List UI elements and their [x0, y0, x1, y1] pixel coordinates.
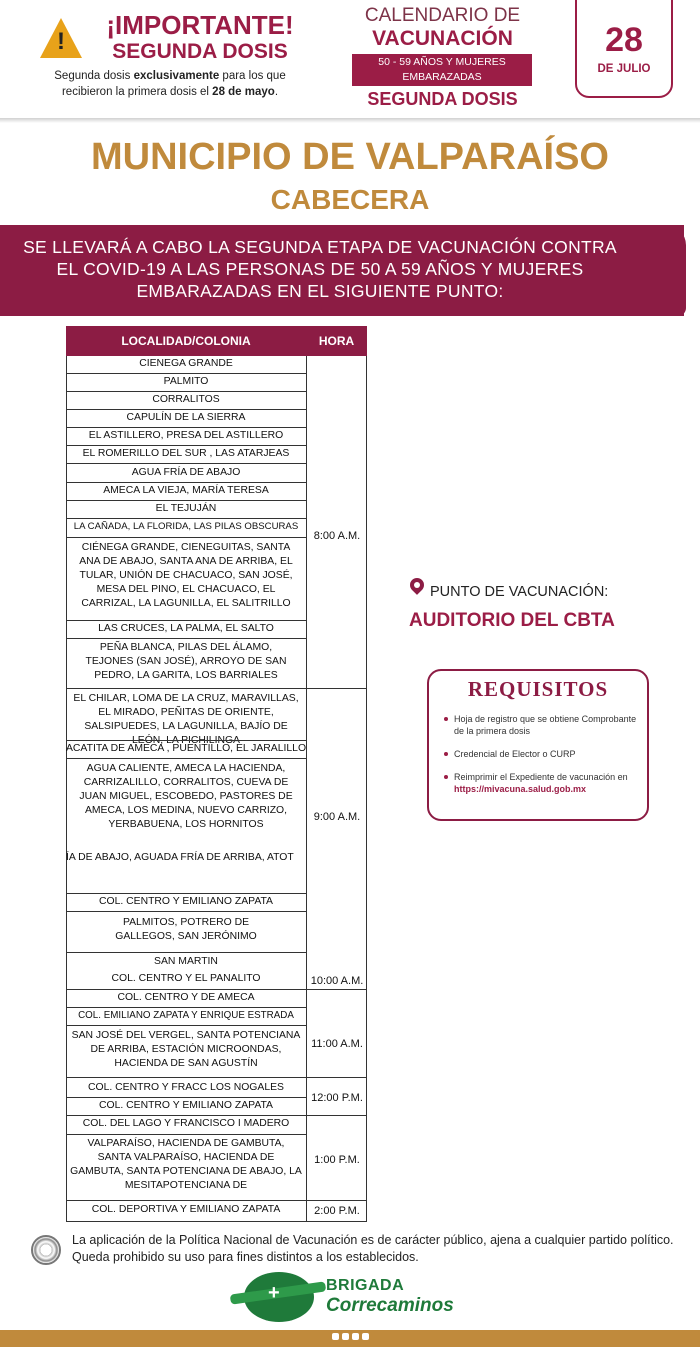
table-row: AMECA LA VIEJA, MARÍA TERESA	[103, 485, 269, 496]
table-row: COL. CENTRO Y EMILIANO ZAPATA	[99, 1100, 273, 1111]
table-row: CAPULÍN DE LA SIERRA	[126, 412, 246, 423]
table-row: COL. CENTRO Y DE AMECA	[117, 992, 255, 1003]
twitter-icon[interactable]	[342, 1333, 349, 1340]
table-header-locality: LOCALIDAD/COLONIA	[66, 326, 306, 356]
row-divider	[66, 952, 306, 953]
requirement-item: Credencial de Elector o CURP	[444, 748, 639, 760]
second-dose-title: SEGUNDA DOSIS	[112, 40, 288, 63]
calendar-second-dose: SEGUNDA DOSIS	[367, 89, 518, 109]
map-pin-dot	[414, 582, 420, 588]
announcement-text: SE LLEVARÁ A CABO LA SEGUNDA ETAPA DE VACUNACIÓN CONTRA EL COVID-19 A LAS PERSONAS DE 50 A 59 AÑOS Y MUJERES EMBARAZADAS EN EL SIGUIENTE PUNTO:	[23, 237, 617, 301]
row-divider	[66, 373, 306, 374]
row-divider	[66, 391, 306, 392]
hour-group-divider	[66, 1077, 367, 1078]
table-row: EL CHILAR, LOMA DE LA CRUZ, MARAVILLAS, EL MIRADO, PEÑITAS DE ORIENTE, SALSIPUEDES, LA LAGUNILLA, BAJÍO DE	[73, 693, 299, 732]
hour-group-divider	[66, 688, 367, 689]
table-row: COL. DEL LAGO Y FRANCISCO I MADERO	[82, 1118, 290, 1129]
row-divider	[66, 911, 306, 912]
hour-cell: 8:00 A.M.	[313, 530, 361, 542]
row-divider	[66, 1097, 306, 1098]
row-divider	[66, 518, 306, 519]
requirements-title: REQUISITOS	[467, 677, 609, 701]
warning-exclamation: !	[57, 28, 65, 55]
row-divider	[66, 1025, 306, 1026]
vaccination-point-name: AUDITORIO DEL CBTA	[409, 610, 615, 631]
row-divider	[66, 1007, 306, 1008]
facebook-icon[interactable]	[332, 1333, 339, 1340]
legal-notice: La aplicación de la Política Nacional de Vacunación es de carácter público, ajena a cualquier partido político. Queda prohibido su uso para fines distintos a los establecidos.	[72, 1233, 674, 1264]
hour-cell: 2:00 P.M.	[314, 1205, 360, 1217]
table-row: COL. CENTRO Y EMILIANO ZAPATA	[99, 896, 273, 907]
calendar-label: CALENDARIO DE	[364, 5, 521, 26]
date-month: DE JULIO	[597, 63, 651, 75]
table-row: COL. CENTRO Y EL PANALITO	[111, 973, 261, 984]
instagram-icon[interactable]	[352, 1333, 359, 1340]
youtube-icon[interactable]	[362, 1333, 369, 1340]
important-title: ¡IMPORTANTE!	[106, 10, 294, 40]
second-dose-notice: Segunda dosis exclusivamente para los que recibieron la primera dosis el 28 de mayo.	[54, 70, 286, 98]
row-divider	[66, 740, 306, 741]
row-divider	[66, 482, 306, 483]
municipio-title: MUNICIPIO DE VALPARAÍSO	[91, 136, 609, 178]
hour-group-divider	[66, 989, 367, 990]
hour-group-divider	[66, 1200, 367, 1201]
table-row: LA CAÑADA, LA FLORIDA, LAS PILAS OBSCURAS	[73, 521, 299, 532]
calendar-age-box: 50 - 59 AÑOS Y MUJERES EMBARAZADAS	[352, 54, 532, 86]
requirement-item: Hoja de registro que se obtiene Comprobante de la primera dosis	[444, 713, 639, 737]
row-divider	[66, 537, 306, 538]
row-divider	[66, 463, 306, 464]
table-header-hour: HORA	[306, 326, 367, 356]
row-divider	[66, 620, 306, 621]
table-row: EL TEJUJÁN	[155, 503, 217, 514]
table-row: PALMITOS, POTRERO DE GALLEGOS, SAN JERÓNIMO	[115, 917, 257, 942]
brand-correcaminos: Correcaminos	[326, 1295, 454, 1316]
hour-cell: 9:00 A.M.	[313, 811, 361, 823]
table-bottom	[66, 1221, 367, 1222]
social-icons	[330, 1333, 370, 1343]
table-row: LAS CRUCES, LA PALMA, EL SALTO	[98, 623, 274, 634]
table-row: COL. DEPORTIVA Y EMILIANO ZAPATA	[91, 1204, 281, 1215]
calendar-vacunacion: VACUNACIÓN	[372, 27, 513, 50]
row-divider	[66, 638, 306, 639]
row-divider	[66, 427, 306, 428]
row-divider	[66, 893, 306, 894]
cabecera-subtitle: CABECERA	[270, 184, 430, 215]
hour-cell: 11:00 A.M.	[311, 1038, 363, 1050]
table-row: AGUA CALIENTE, AMECA LA HACIENDA, CARRIZALILLO, CORRALITOS, CUEVA DE JUAN MIGUEL, ESCOBEDO, PASTORES DE AMECA, LOS MEDINA, NUEVO CARRIZO, YERBABUENA, LOS HORNITOS	[79, 763, 293, 830]
date-day: 28	[605, 21, 643, 59]
table-row: SAN JOSÉ DEL VERGEL, SANTA POTENCIANA DE ARRIBA, ESTACIÓN MICROONDAS, HACIENDA DE SAN AGUSTÍN	[71, 1030, 301, 1069]
row-divider	[66, 758, 306, 759]
band-silhouette	[640, 225, 686, 316]
table-row: ACATITA DE AMECA , PUENTILLO, EL JARALILLO	[66, 743, 307, 754]
table-row: COL. EMILIANO ZAPATA Y ENRIQUE ESTRADA	[78, 1010, 294, 1021]
table-row: VALPARAÍSO, HACIENDA DE GAMBUTA, SANTA VALPARAÍSO, HACIENDA DE GAMBUTA, SANTA POTENCIANA DE ABAJO, LA MESITAPOTENCIANA DE	[70, 1138, 302, 1191]
hour-cell: 10:00 A.M.	[310, 975, 364, 987]
table-row: AGUA FRÍA DE ABAJO	[131, 467, 241, 478]
table-row: PEÑA BLANCA, PILAS DEL ÁLAMO, TEJONES (SAN JOSÉ), ARROYO DE SAN PEDRO, LA GARITA, LOS BARRIALES	[85, 642, 287, 681]
table-row: CIÉNEGA GRANDE, CIENEGUITAS, SANTA ANA DE ABAJO, SANTA ANA DE ARRIBA, EL TULAR, UNIÓN DE CHACUACO, SAN JOSÉ, MESA DEL PINO, EL CHACUACO, EL CARRIZAL, LA LAGUNILLA, EL SALITRILLO	[79, 542, 293, 609]
hour-cell: 12:00 P.M.	[311, 1092, 363, 1104]
row-divider	[66, 445, 306, 446]
hour-cell: 1:00 P.M.	[314, 1154, 360, 1166]
requirement-item: Reimprimir el Expediente de vacunación en https://mivacuna.salud.gob.mx	[444, 771, 639, 795]
hour-group-divider	[66, 1115, 367, 1116]
brand-brigada: BRIGADA	[326, 1277, 405, 1294]
vaccine-url-link[interactable]: https://mivacuna.salud.gob.mx	[454, 784, 587, 794]
header-divider	[0, 118, 700, 123]
row-divider	[66, 409, 306, 410]
table-row: SAN MARTIN	[154, 956, 218, 967]
row-divider	[66, 1134, 306, 1135]
table-row: COL. CENTRO Y FRACC LOS NOGALES	[88, 1082, 284, 1093]
vaccination-point-label: PUNTO DE VACUNACIÓN:	[430, 584, 609, 600]
brigada-logo-cross: +	[268, 1282, 280, 1304]
table-row: EL ASTILLERO, PRESA DEL ASTILLERO	[88, 430, 284, 441]
table-row: CORRALITOS	[152, 394, 220, 405]
table-row: PALMITO	[163, 376, 209, 387]
row-divider	[66, 500, 306, 501]
table-row: ÍA DE ABAJO, AGUADA FRÍA DE ARRIBA, ATOT	[66, 852, 294, 863]
table-row: CIENEGA GRANDE	[139, 358, 233, 369]
government-seal-icon	[31, 1235, 61, 1265]
table-row: EL ROMERILLO DEL SUR , LAS ATARJEAS	[82, 448, 290, 459]
